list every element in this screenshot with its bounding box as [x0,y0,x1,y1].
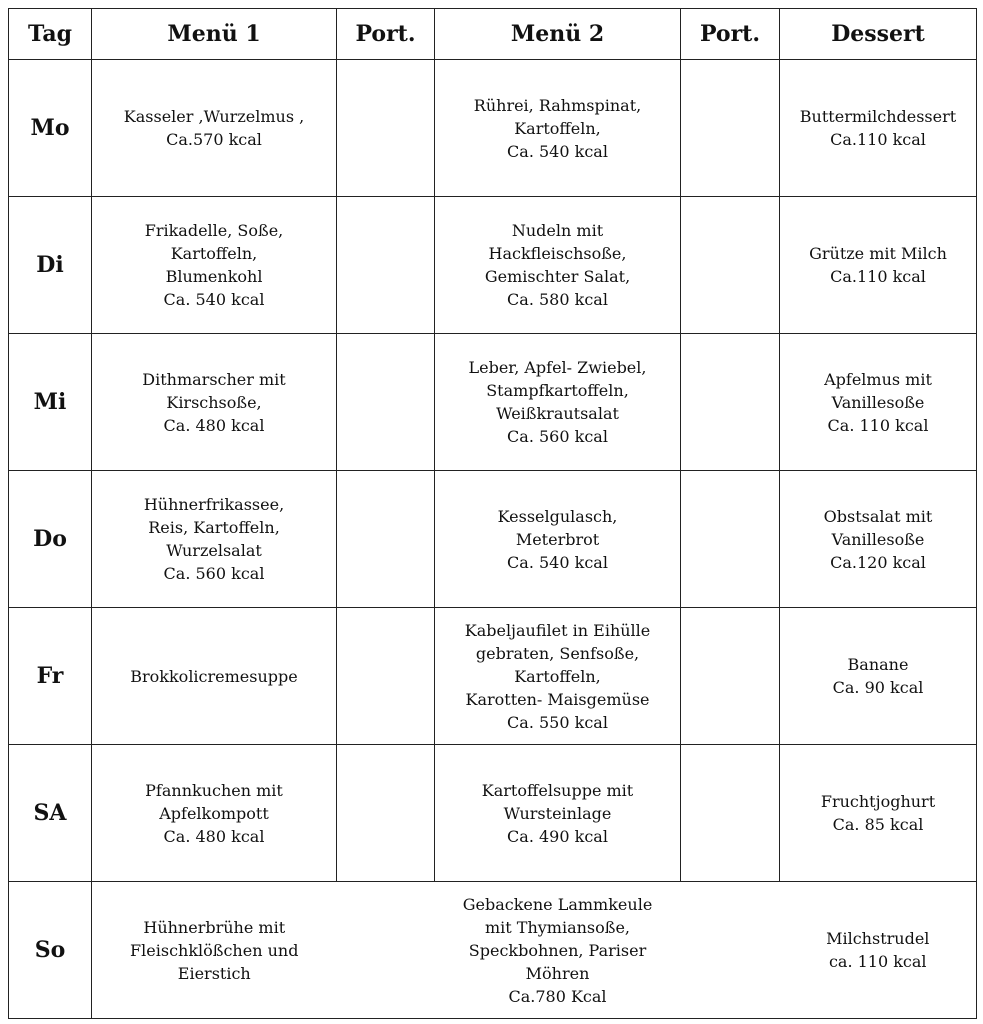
table-row [9,882,977,1019]
day-cell: So [9,882,92,1019]
port2-cell [681,334,780,471]
header-dessert: Dessert [780,9,977,60]
menu1-cell: Brokkolicremesuppe [92,608,337,745]
port2-cell [681,471,780,608]
port2-cell [681,745,780,882]
dessert-cell: Obstsalat mit Vanillesoße Ca.120 kcal [780,471,977,608]
dessert-cell: Apfelmus mit Vanillesoße Ca. 110 kcal [780,334,977,471]
day-cell: Mo [9,60,92,197]
dessert-cell: Banane Ca. 90 kcal [780,608,977,745]
port1-cell [337,471,435,608]
header-port1: Port. [337,9,435,60]
day-cell: Fr [9,608,92,745]
day-cell: Mi [9,334,92,471]
port2-cell [681,608,780,745]
menu1-cell: Frikadelle, Soße, Kartoffeln, Blumenkohl Ca. 540 kcal [92,197,337,334]
table-row [9,60,977,197]
port2-cell [681,60,780,197]
day-cell: Di [9,197,92,334]
table-row [9,608,977,745]
port1-cell [337,60,435,197]
menu1-cell: Kasseler ,Wurzelmus , Ca.570 kcal [92,60,337,197]
port1-cell [337,608,435,745]
table-row [9,197,977,334]
menu2-cell: Kabeljaufilet in Eihülle gebraten, Senfsoße, Kartoffeln, Karotten- Maisgemüse Ca. 550 kcal [435,608,681,745]
dessert-cell: Fruchtjoghurt Ca. 85 kcal [780,745,977,882]
weekly-menu-table [8,8,977,1019]
port1-cell [337,882,435,1019]
menu1-cell: Hühnerfrikassee, Reis, Kartoffeln, Wurzelsalat Ca. 560 kcal [92,471,337,608]
port2-cell [681,197,780,334]
table-row [9,334,977,471]
table-row [9,471,977,608]
dessert-cell: Milchstrudel ca. 110 kcal [780,882,977,1019]
dessert-cell: Buttermilchdessert Ca.110 kcal [780,60,977,197]
menu2-cell: Kesselgulasch, Meterbrot Ca. 540 kcal [435,471,681,608]
menu2-cell: Gebackene Lammkeule mit Thymiansoße, Speckbohnen, Pariser Möhren Ca.780 Kcal [435,882,681,1019]
menu1-cell: Hühnerbrühe mit Fleischklößchen und Eierstich [92,882,337,1019]
header-day: Tag [9,9,92,60]
header-menu1: Menü 1 [92,9,337,60]
port2-cell [681,882,780,1019]
day-cell: Do [9,471,92,608]
menu2-cell: Nudeln mit Hackfleischsoße, Gemischter Salat, Ca. 580 kcal [435,197,681,334]
menu2-cell: Leber, Apfel- Zwiebel, Stampfkartoffeln, Weißkrautsalat Ca. 560 kcal [435,334,681,471]
header-menu2: Menü 2 [435,9,681,60]
table-row [9,745,977,882]
port1-cell [337,197,435,334]
port1-cell [337,745,435,882]
day-cell: SA [9,745,92,882]
dessert-cell: Grütze mit Milch Ca.110 kcal [780,197,977,334]
menu2-cell: Kartoffelsuppe mit Wursteinlage Ca. 490 kcal [435,745,681,882]
header-row [9,9,977,60]
header-port2: Port. [681,9,780,60]
menu1-cell: Dithmarscher mit Kirschsoße, Ca. 480 kcal [92,334,337,471]
port1-cell [337,334,435,471]
menu2-cell: Rührei, Rahmspinat, Kartoffeln, Ca. 540 kcal [435,60,681,197]
menu1-cell: Pfannkuchen mit Apfelkompott Ca. 480 kcal [92,745,337,882]
